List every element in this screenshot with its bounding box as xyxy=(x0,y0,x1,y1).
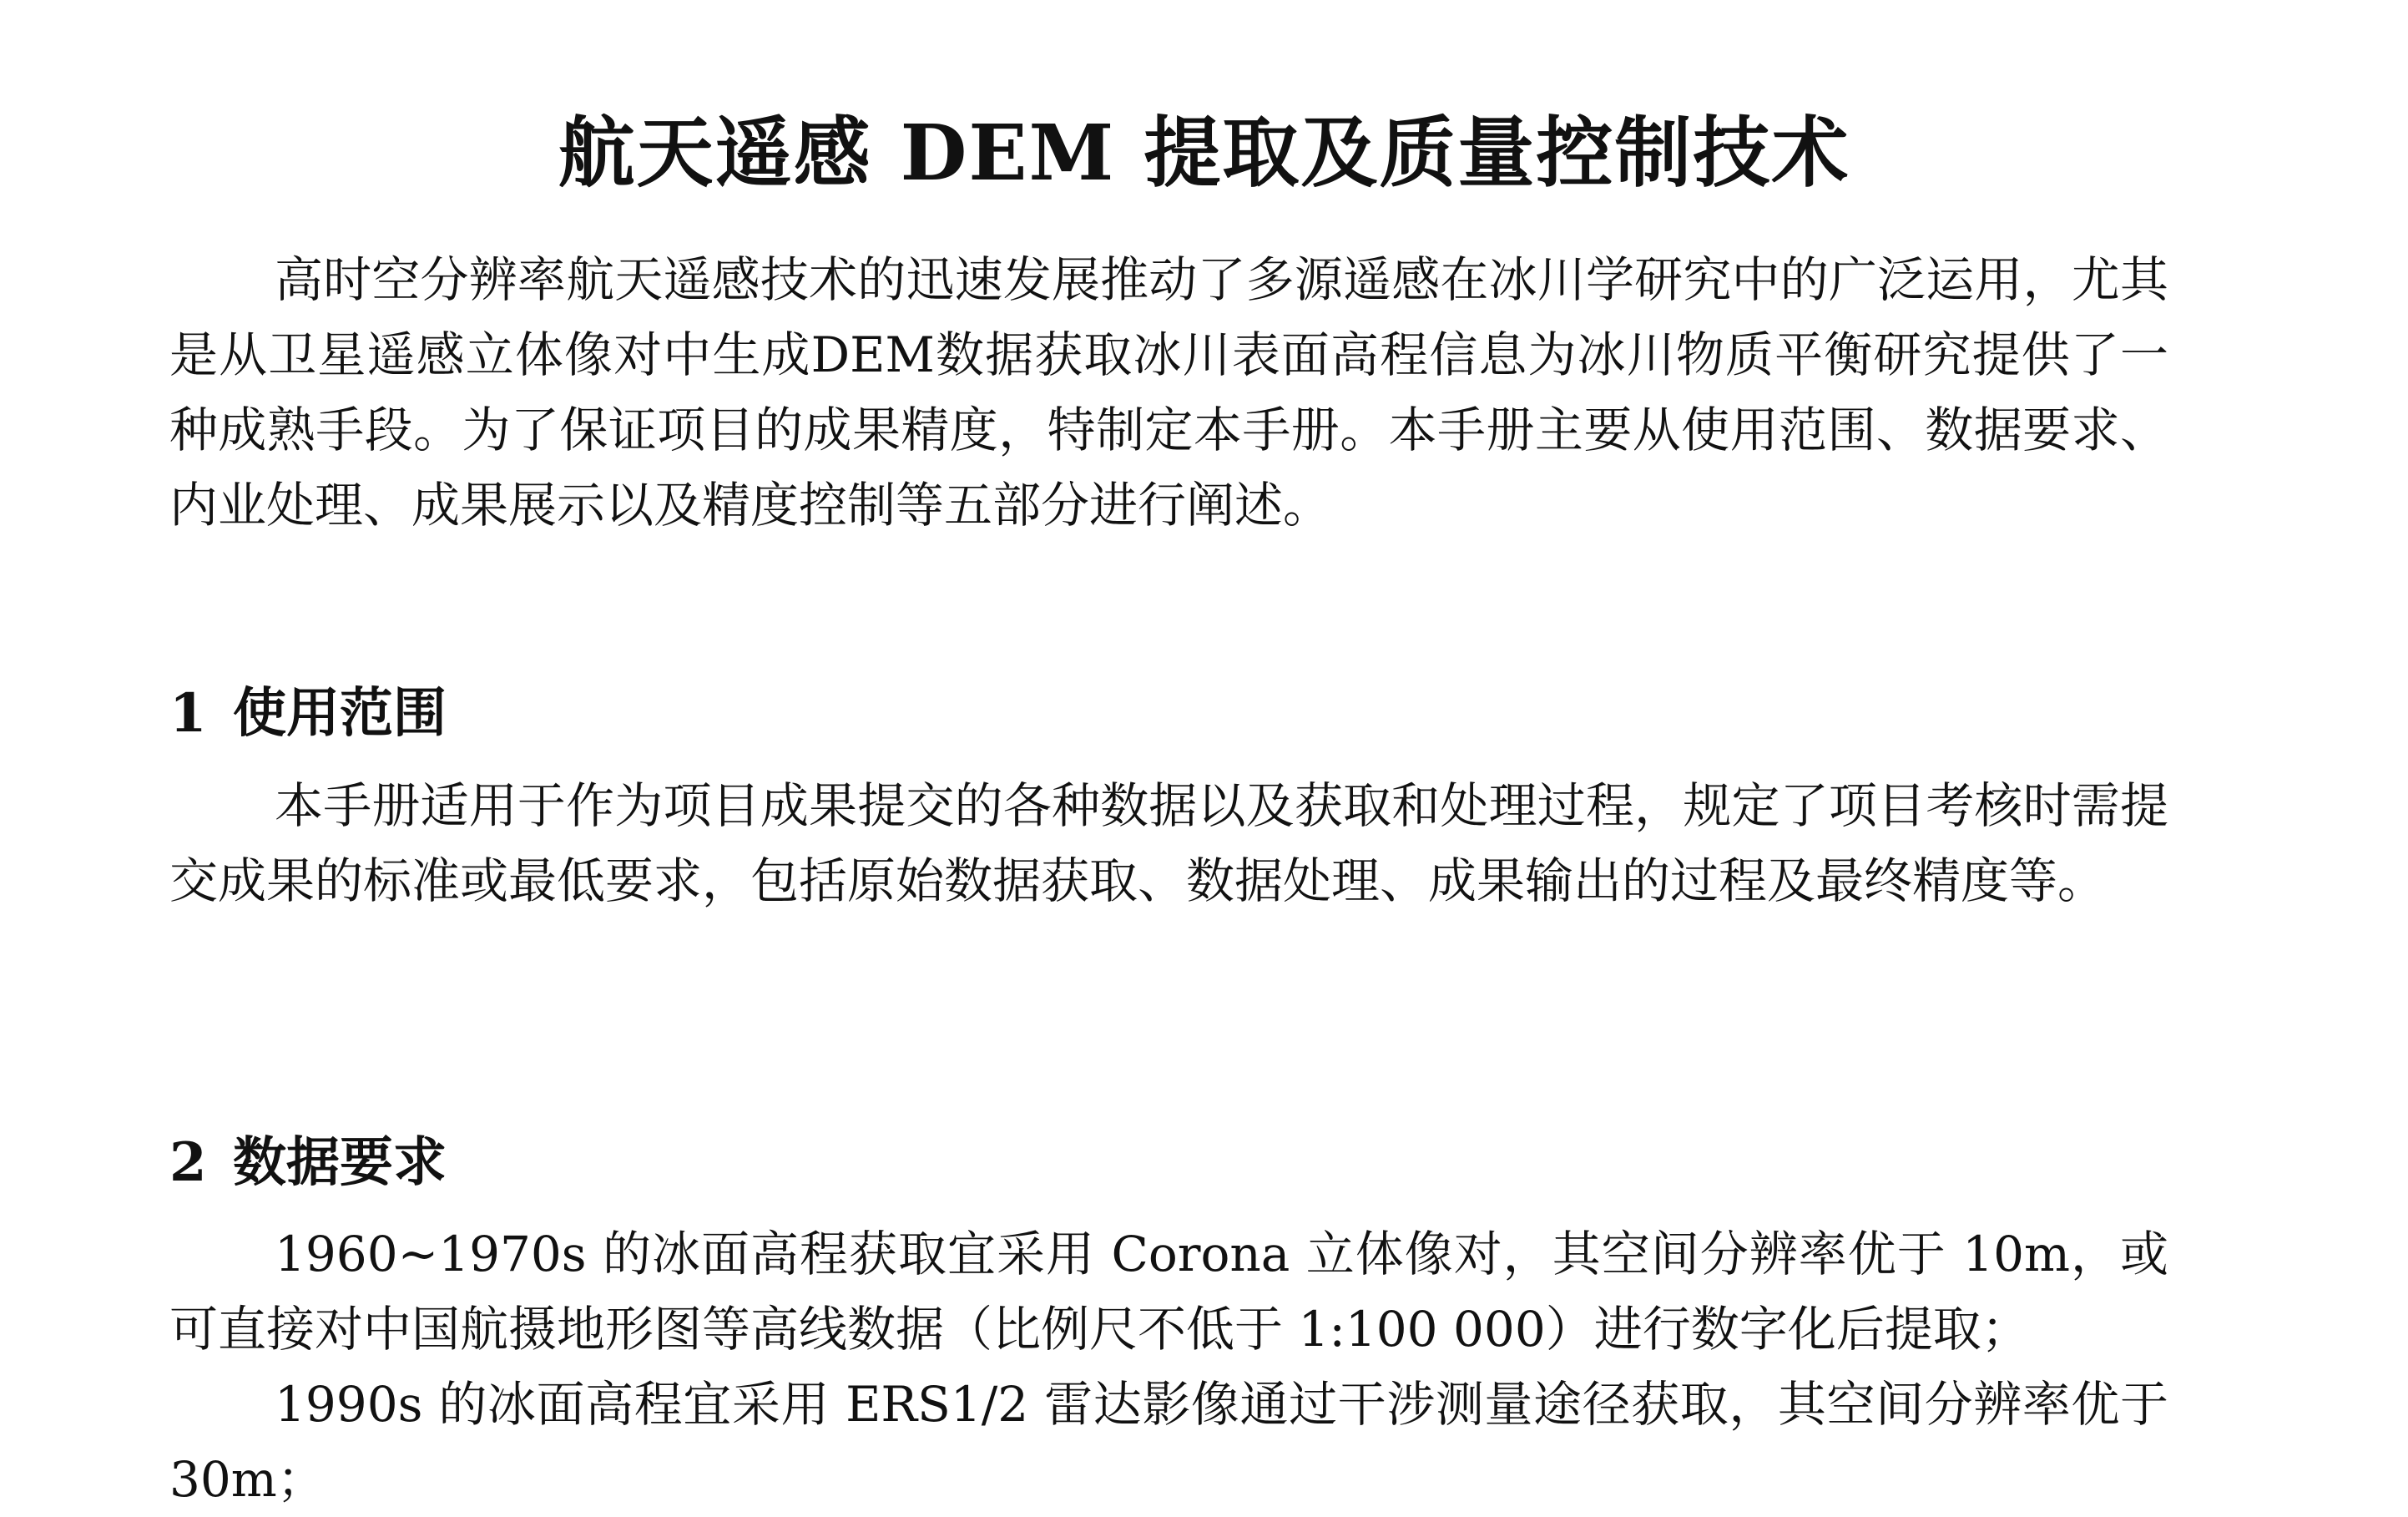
document-title: 航天遥感 DEM 提取及质量控制技术 xyxy=(558,108,1850,198)
section-1-paragraph: 本手册适用于作为项目成果提交的各种数据以及获取和处理过程，规定了项目考核时需提交成果的标准或最低要求，包括原始数据获取、数据处理、成果输出的过程及最终精度等。 xyxy=(169,777,2168,909)
section-heading-2 xyxy=(169,1121,447,1205)
section-heading-text: 数据要求 xyxy=(233,1131,447,1194)
section-2-paragraph-1: 1960~1970s 的冰面高程获取宜采用 Corona 立体像对，其空间分辨率优于 10m，或可直接对中国航摄地形图等高线数据（比例尺不低于 1:100 000）进行数字化后提取； xyxy=(169,1226,2168,1358)
section-2-paragraph-2: 1990s 的冰面高程宜采用 ERS1/2 雷达影像通过干涉测量途径获取，其空间分辨率优于 30m； xyxy=(169,1376,2168,1508)
section-heading-1 xyxy=(169,672,447,756)
section-number: 2 xyxy=(169,1131,207,1194)
section-number: 1 xyxy=(169,682,207,745)
section-heading-text: 使用范围 xyxy=(233,682,447,745)
intro-paragraph: 高时空分辨率航天遥感技术的迅速发展推动了多源遥感在冰川学研究中的广泛运用，尤其是从卫星遥感立体像对中生成DEM数据获取冰川表面高程信息为冰川物质平衡研究提供了一种成熟手段。为了保证项目的成果精度，特制定本手册。本手册主要从使用范围、数据要求、内业处理、成果展示以及精度控制等五部分进行阐述。 xyxy=(169,251,2168,533)
